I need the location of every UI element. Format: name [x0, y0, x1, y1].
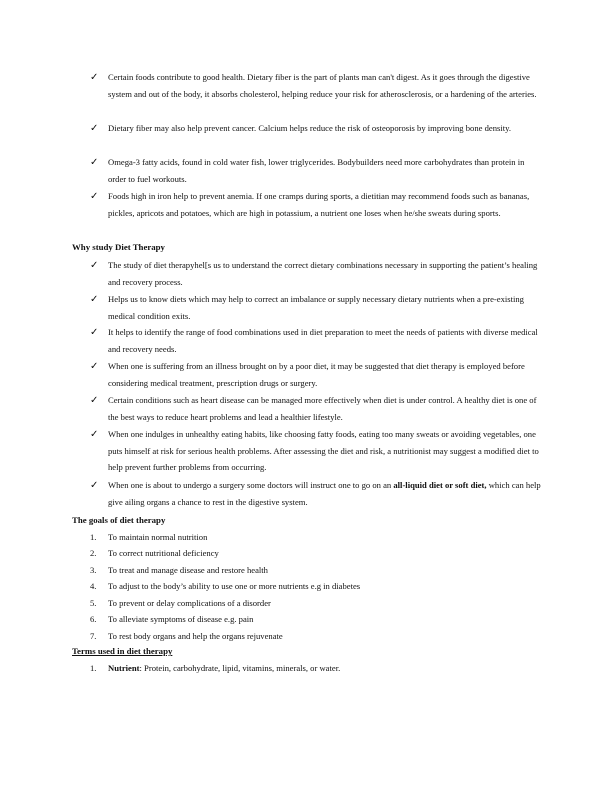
checkmark-icon: ✓ [90, 157, 99, 168]
bullet-text: The study of diet therapyhel[s us to understand the correct dietary combinations necessary in supporting the patient’s healing and recovery process. [108, 260, 538, 287]
why-bullet [90, 261, 542, 295]
checkmark-icon: ✓ [90, 72, 99, 83]
checkmark-icon: ✓ [90, 395, 99, 406]
why-bullet [90, 362, 542, 396]
bullet-text: When one is suffering from an illness brought on by a poor diet, it may be suggested that diet therapy is employed before considering medical treatment, prescription drugs or surgery. [108, 361, 525, 388]
bullet-text: Foods high in iron help to prevent anemia. If one cramps during sports, a dietitian may recommend foods such as bananas, pickles, apricots and potatoes, which are high in potassium, a nutrient one loses when he/she sweats during sports. [108, 191, 530, 218]
term-definition: : Protein, carbohydrate, lipid, vitamins, minerals, or water. [139, 663, 341, 673]
intro-bullet [90, 192, 542, 242]
bullet-text-emphasis: all-liquid diet or soft diet, [393, 480, 487, 490]
goal-text: To alleviate symptoms of disease e.g. pain [108, 614, 254, 624]
goal-text: To adjust to the body’s ability to use one or more nutrients e.g in diabetes [108, 581, 361, 591]
bullet-text: When one indulges in unhealthy eating habits, like choosing fatty foods, eating too many sweats or avoiding vegetables, one puts himself at risk for serious health problems. After assessing the diet and risk, a nutritionist may suggest a modified diet to help prevent further problems from occurring. [108, 429, 539, 472]
bullet-text: Certain conditions such as heart disease can be managed more effectively when diet is under control. A healthy diet is one of the best ways to reduce heart problems and lead a healthier lifestyle. [108, 395, 537, 422]
bullet-text [108, 477, 542, 510]
bullet-text-start: When one is about to undergo a surgery some doctors will instruct one to go on an [108, 480, 394, 490]
term-name: Nutrient [108, 663, 140, 673]
checkmark-icon: ✓ [90, 429, 99, 440]
section-heading-goals: The goals of diet therapy [72, 515, 166, 525]
section-heading-terms: Terms used in diet therapy [72, 646, 173, 656]
checkmark-icon: ✓ [90, 191, 99, 202]
goal-text: To prevent or delay complications of a disorder [108, 598, 271, 608]
list-number: 6. [90, 614, 97, 624]
list-number: 1. [90, 663, 97, 673]
intro-bullet [90, 158, 542, 192]
term-entry [108, 663, 340, 674]
why-bullet [90, 430, 542, 480]
intro-bullet [90, 124, 542, 158]
why-bullet-surgery [90, 481, 542, 515]
intro-bullet [90, 73, 542, 123]
bullet-text: Helps us to know diets which may help to correct an imbalance or supply necessary dietary nutrients when a pre-existing medical condition exits. [108, 294, 524, 321]
bullet-text: Omega-3 fatty acids, found in cold water fish, lower triglycerides. Bodybuilders need more carbohydrates than protein in order to fuel workouts. [108, 157, 525, 184]
checkmark-icon: ✓ [90, 361, 99, 372]
bullet-text: Dietary fiber may also help prevent cancer. Calcium helps reduce the risk of osteoporosis by improving bone density. [108, 123, 511, 133]
list-number: 4. [90, 581, 97, 591]
checkmark-icon: ✓ [90, 480, 99, 491]
why-bullet [90, 328, 542, 362]
checkmark-icon: ✓ [90, 123, 99, 134]
goal-text: To rest body organs and help the organs rejuvenate [108, 631, 283, 641]
list-number: 2. [90, 548, 97, 558]
checkmark-icon: ✓ [90, 327, 99, 338]
goal-text: To treat and manage disease and restore health [108, 565, 268, 575]
section-heading-why-study: Why study Diet Therapy [72, 242, 165, 252]
why-bullet [90, 396, 542, 430]
list-number: 5. [90, 598, 97, 608]
bullet-text: Certain foods contribute to good health. Dietary fiber is the part of plants man can't digest. As it goes through the digestive system and out of the body, it absorbs cholesterol, helping reduce your risk for atherosclerosis, or a hardening of the arteries. [108, 72, 537, 99]
bullet-text-end: which can help give ailing organs a chance to rest in the digestive system. [108, 480, 541, 507]
goal-text: To maintain normal nutrition [108, 532, 208, 542]
list-number: 3. [90, 565, 97, 575]
list-number: 7. [90, 631, 97, 641]
goal-text: To correct nutritional deficiency [108, 548, 219, 558]
checkmark-icon: ✓ [90, 260, 99, 271]
checkmark-icon: ✓ [90, 294, 99, 305]
list-number: 1. [90, 532, 97, 542]
bullet-text: It helps to identify the range of food combinations used in diet preparation to meet the needs of patients with diverse medical and recovery needs. [108, 327, 538, 354]
